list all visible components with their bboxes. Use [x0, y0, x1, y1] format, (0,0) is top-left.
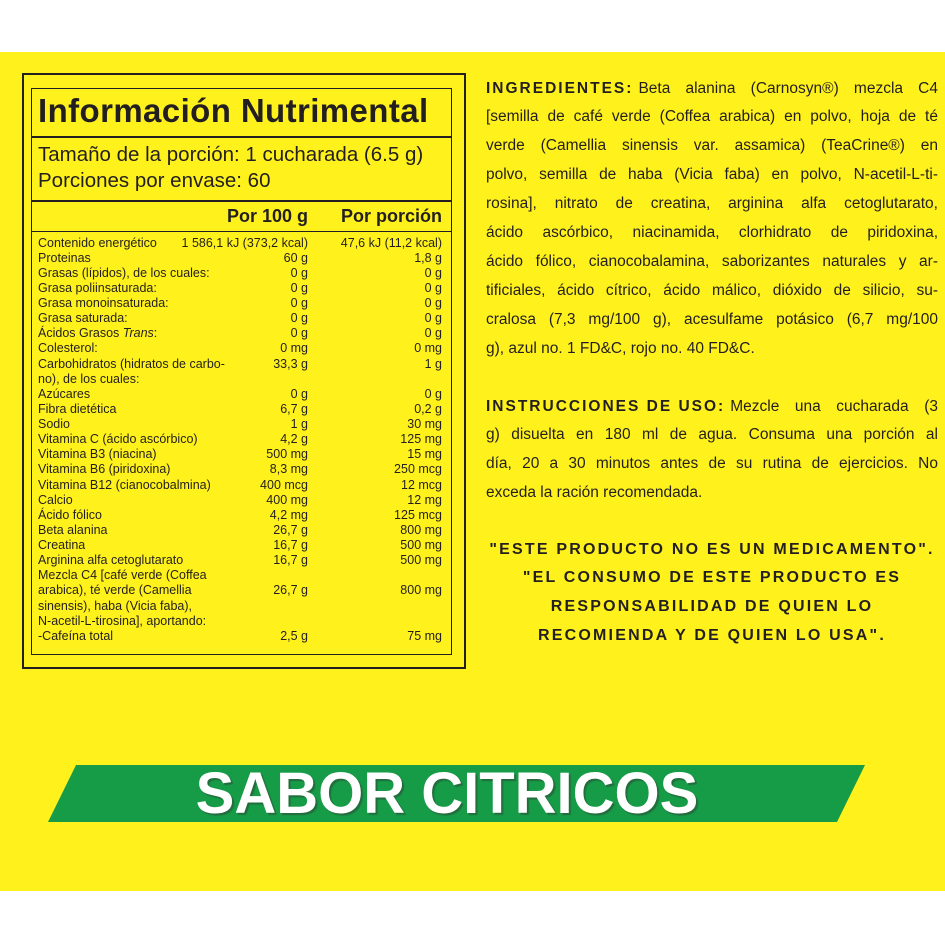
nutrient-label	[38, 432, 442, 447]
nutrient-label-line	[38, 553, 442, 568]
nutrient-label-text: Proteinas	[38, 250, 91, 265]
column-header-per-100g: Por 100 g	[226, 206, 308, 226]
nutrient-label-line	[38, 387, 442, 402]
nutrient-row	[38, 568, 442, 629]
ingredients-text: rosina], nitrato de creatina, arginina alfa cetoglutarato,	[486, 195, 938, 213]
nutrient-row	[38, 357, 442, 387]
per-portion-value: 0,2 g	[414, 401, 442, 416]
per-100g-value: 4,2 g	[280, 432, 308, 447]
nutrient-label-text: Azúcares	[38, 386, 91, 401]
ingredients-text: cralosa (7,3 mg/100 g), acesulfame potásico (6,7 mg/100	[486, 310, 938, 328]
ingredients-text: polvo, semilla de haba (Vicia faba) en polvo, N-acetil-L-ti-	[486, 166, 938, 184]
nutrient-label-line	[38, 402, 442, 417]
nutrient-label-line	[38, 538, 442, 553]
nutrient-label	[38, 553, 442, 568]
per-100g-value: 0 g	[290, 386, 308, 401]
nutrient-row	[38, 432, 442, 447]
nutrient-row	[38, 296, 442, 311]
disclaimer-line: "ESTE PRODUCTO NO ES UN MEDICAMENTO".	[489, 540, 935, 558]
nutrition-title: Información Nutrimental	[38, 92, 429, 129]
instructions-text: exceda la ración recomendada.	[486, 484, 703, 502]
per-100g-value: 400 mg	[266, 492, 308, 507]
nutrient-label	[38, 387, 442, 402]
disclaimer-line: "EL CONSUMO DE ESTE PRODUCTO ES	[522, 569, 902, 587]
per-100g-value: 6,7 g	[280, 401, 308, 416]
nutrient-label-text: Vitamina B3 (niacina)	[38, 447, 157, 462]
nutrient-label-line: arabica), té verde (Camellia	[38, 583, 192, 598]
ingredients-heading: INGREDIENTES:	[486, 79, 634, 97]
nutrient-label	[38, 281, 442, 296]
nutrient-row	[38, 326, 442, 341]
nutrient-label	[38, 326, 442, 341]
ingredients-text: ácido fólico, cianocobalamina, saborizantes naturales y ar-	[486, 252, 938, 270]
nutrient-label	[38, 629, 442, 644]
per-portion-value: 0 g	[424, 326, 442, 341]
nutrient-row	[38, 493, 442, 508]
nutrient-label-line	[38, 251, 442, 266]
per-portion-value: 0 g	[424, 280, 442, 295]
per-100g-value: 26,7 g	[273, 583, 308, 598]
per-100g-value: 16,7 g	[273, 538, 308, 552]
instructions-line	[486, 450, 938, 479]
per-portion-value: 0 g	[424, 265, 442, 280]
nutrient-label-text: Arginina alfa cetoglutarato	[38, 553, 184, 568]
per-portion-value: 15 mg	[407, 447, 442, 462]
nutrient-label-line: Mezcla C4 [café verde (Coffea	[38, 568, 207, 583]
per-100g-value: 16,7 g	[273, 553, 308, 568]
instructions-paragraph	[486, 393, 938, 509]
per-portion-value: 0 g	[424, 311, 442, 326]
nutrient-label	[38, 447, 442, 462]
ingredients-line	[486, 75, 938, 104]
nutrient-row	[38, 417, 442, 432]
nutrient-label-text: Contenido energético	[38, 235, 157, 250]
per-portion-value: 47,6 kJ (11,2 kcal)	[340, 235, 442, 250]
per-100g-value: 60 g	[283, 250, 308, 265]
ingredients-paragraph	[486, 75, 938, 364]
per-100g-value: 8,3 mg	[269, 462, 308, 477]
nutrient-label-text: Beta alanina	[38, 522, 108, 537]
nutrient-row	[38, 478, 442, 493]
per-portion-value: 500 mg	[400, 538, 442, 552]
serving-size: Tamaño de la porción: 1 cucharada (6.5 g)	[38, 143, 424, 166]
nutrient-label-italic: Trans	[122, 326, 154, 341]
nutrient-label-line	[38, 311, 442, 326]
nutrient-label-text: Vitamina B6 (piridoxina)	[38, 462, 171, 477]
ingredients-text: ácido ascórbico, niacinamida, clorhidrato de piridoxina,	[486, 224, 938, 242]
nutrient-label-text: Grasa saturada:	[38, 311, 128, 326]
nutrient-label-text: -Cafeína total	[38, 628, 114, 643]
per-100g-value: 500 mg	[266, 447, 308, 462]
nutrient-row	[38, 281, 442, 296]
ingredients-text: g), azul no. 1 FD&C, rojo no. 40 FD&C.	[486, 339, 755, 357]
header-divider	[31, 231, 452, 232]
instructions-line	[486, 479, 938, 508]
disclaimer	[486, 536, 938, 651]
nutrient-label-text: Grasas (lípidos), de los cuales:	[38, 265, 210, 280]
nutrient-label-line	[38, 629, 442, 644]
nutrient-row	[38, 447, 442, 462]
nutrient-label-line: N-acetil-L-tirosina], aportando:	[38, 613, 207, 628]
nutrient-label-text: Grasa monoinsaturada:	[38, 296, 169, 310]
disclaimer-line: RESPONSABILIDAD DE QUIEN LO	[550, 598, 874, 615]
per-portion-value: 0 g	[424, 296, 442, 310]
instructions-line	[486, 421, 938, 450]
per-portion-value: 0 mg	[414, 341, 442, 356]
nutrient-label	[38, 311, 442, 326]
nutrient-label-text: Fibra dietética	[38, 401, 117, 416]
nutrient-label-line	[38, 508, 442, 523]
per-portion-value: 1,8 g	[414, 250, 442, 265]
nutrient-label	[38, 296, 442, 311]
nutrient-label-line: Carbohidratos (hidratos de carbo-	[38, 356, 225, 371]
nutrition-table	[38, 236, 442, 644]
nutrient-label-text: Vitamina C (ácido ascórbico)	[38, 432, 198, 447]
nutrient-label-text: Creatina	[38, 538, 86, 552]
title-divider	[31, 136, 452, 138]
per-portion-value: 75 mg	[407, 628, 442, 643]
nutrient-row	[38, 341, 442, 356]
nutrient-label-line	[38, 462, 442, 477]
nutrient-label	[38, 341, 442, 356]
ingredients-line	[486, 306, 938, 335]
nutrient-label-suffix: :	[153, 326, 158, 341]
nutrient-label	[38, 402, 442, 417]
servings-per-container: Porciones por envase: 60	[38, 169, 271, 192]
nutrient-label-line	[38, 523, 442, 538]
per-100g-value: 0 g	[290, 311, 308, 326]
nutrient-row	[38, 553, 442, 568]
nutrient-label-text: Sodio	[38, 417, 70, 431]
per-portion-value: 125 mcg	[394, 507, 442, 522]
nutrient-label	[38, 478, 442, 493]
instructions-text: Mezcle una cucharada (3	[730, 397, 938, 415]
ingredients-line	[486, 248, 938, 277]
nutrient-label-line: sinensis), haba (Vicia faba),	[38, 598, 193, 613]
ingredients-text: [semilla de café verde (Coffea arabica) en polvo, hoja de té	[486, 108, 938, 126]
nutrient-label	[38, 538, 442, 553]
per-portion-value: 250 mcg	[394, 462, 442, 477]
instructions-text: día, 20 a 30 minutos antes de su rutina de ejercicios. No	[486, 455, 938, 473]
nutrient-row	[38, 629, 442, 644]
nutrient-label-line	[38, 432, 442, 447]
nutrient-label-line	[38, 326, 442, 341]
per-portion-value: 1 g	[424, 356, 442, 371]
per-100g-value: 2,5 g	[280, 628, 308, 643]
nutrient-label-text: Vitamina B12 (cianocobalmina)	[38, 477, 211, 492]
ingredients-line	[486, 132, 938, 161]
nutrient-label	[38, 508, 442, 523]
per-100g-value: 0 g	[290, 296, 308, 310]
nutrient-label-line	[38, 478, 442, 493]
per-portion-value: 30 mg	[407, 417, 442, 431]
per-portion-value: 800 mg	[400, 583, 442, 598]
nutrient-label	[38, 266, 442, 281]
per-portion-value: 800 mg	[400, 522, 442, 537]
disclaimer-line: RECOMIENDA Y DE QUIEN LO USA".	[538, 626, 886, 644]
per-portion-value: 0 g	[424, 386, 442, 401]
serving-divider	[31, 200, 452, 202]
nutrient-row	[38, 251, 442, 266]
nutrient-label-line	[38, 493, 442, 508]
per-portion-value: 12 mcg	[401, 477, 442, 492]
ingredients-text: tificiales, ácido cítrico, ácido málico, dióxido de silicio, su-	[486, 281, 938, 299]
nutrient-row	[38, 236, 442, 251]
nutrient-label-line	[38, 447, 442, 462]
nutrient-label	[38, 357, 442, 387]
nutrient-row	[38, 508, 442, 523]
ingredients-text: Beta alanina (Carnosyn®) mezcla C4	[638, 79, 938, 97]
nutrient-row	[38, 402, 442, 417]
per-100g-value: 1 586,1 kJ (373,2 kcal)	[181, 235, 308, 250]
per-100g-value: 4,2 mg	[269, 507, 308, 522]
ingredients-line	[486, 161, 938, 190]
per-portion-value: 500 mg	[400, 553, 442, 568]
nutrient-row	[38, 387, 442, 402]
flavor-banner-text: SABOR CITRICOS	[195, 761, 699, 826]
per-100g-value: 0 mg	[280, 341, 308, 356]
instructions-heading: INSTRUCCIONES DE USO:	[486, 397, 726, 415]
nutrient-label	[38, 462, 442, 477]
per-100g-value: 0 g	[290, 326, 308, 341]
nutrient-label-text: Ácido fólico	[38, 507, 102, 522]
nutrient-label-line	[38, 266, 442, 281]
per-portion-value: 12 mg	[407, 492, 442, 507]
nutrient-label-line	[38, 417, 442, 432]
per-portion-value: 125 mg	[400, 432, 442, 447]
ingredients-line	[486, 219, 938, 248]
nutrient-row	[38, 523, 442, 538]
nutrient-row	[38, 462, 442, 477]
nutrient-label-text: Ácidos Grasos	[38, 326, 123, 341]
nutrient-row	[38, 311, 442, 326]
per-100g-value: 400 mcg	[260, 477, 308, 492]
instructions-text: g) disuelta en 180 ml de agua. Consuma una porción al	[486, 426, 938, 444]
ingredients-line	[486, 103, 938, 132]
per-100g-value: 1 g	[290, 417, 308, 431]
nutrient-row	[38, 538, 442, 553]
nutrient-label-line	[38, 281, 442, 296]
per-100g-value: 0 g	[290, 265, 308, 280]
per-100g-value: 26,7 g	[273, 522, 308, 537]
nutrient-label-line	[38, 341, 442, 356]
nutrient-label-line	[38, 296, 442, 311]
ingredients-text: verde (Camellia sinensis var. assamica) (TeaCrine®) en	[486, 137, 938, 155]
nutrient-label	[38, 251, 442, 266]
ingredients-line	[486, 335, 938, 364]
nutrient-label	[38, 493, 442, 508]
nutrient-label-text: Colesterol:	[38, 341, 98, 356]
nutrient-row	[38, 266, 442, 281]
ingredients-line	[486, 277, 938, 306]
instructions-line	[486, 393, 938, 422]
ingredients-line	[486, 190, 938, 219]
nutrient-label	[38, 417, 442, 432]
per-100g-value: 33,3 g	[273, 356, 308, 371]
nutrient-label-line: no), de los cuales:	[38, 371, 140, 386]
per-100g-value: 0 g	[290, 280, 308, 295]
column-header-per-portion: Por porción	[340, 206, 442, 226]
nutrient-label-text: Grasa poliinsaturada:	[38, 280, 157, 295]
nutrient-label	[38, 568, 442, 629]
nutrient-label-text: Calcio	[38, 492, 73, 507]
nutrient-label	[38, 523, 442, 538]
